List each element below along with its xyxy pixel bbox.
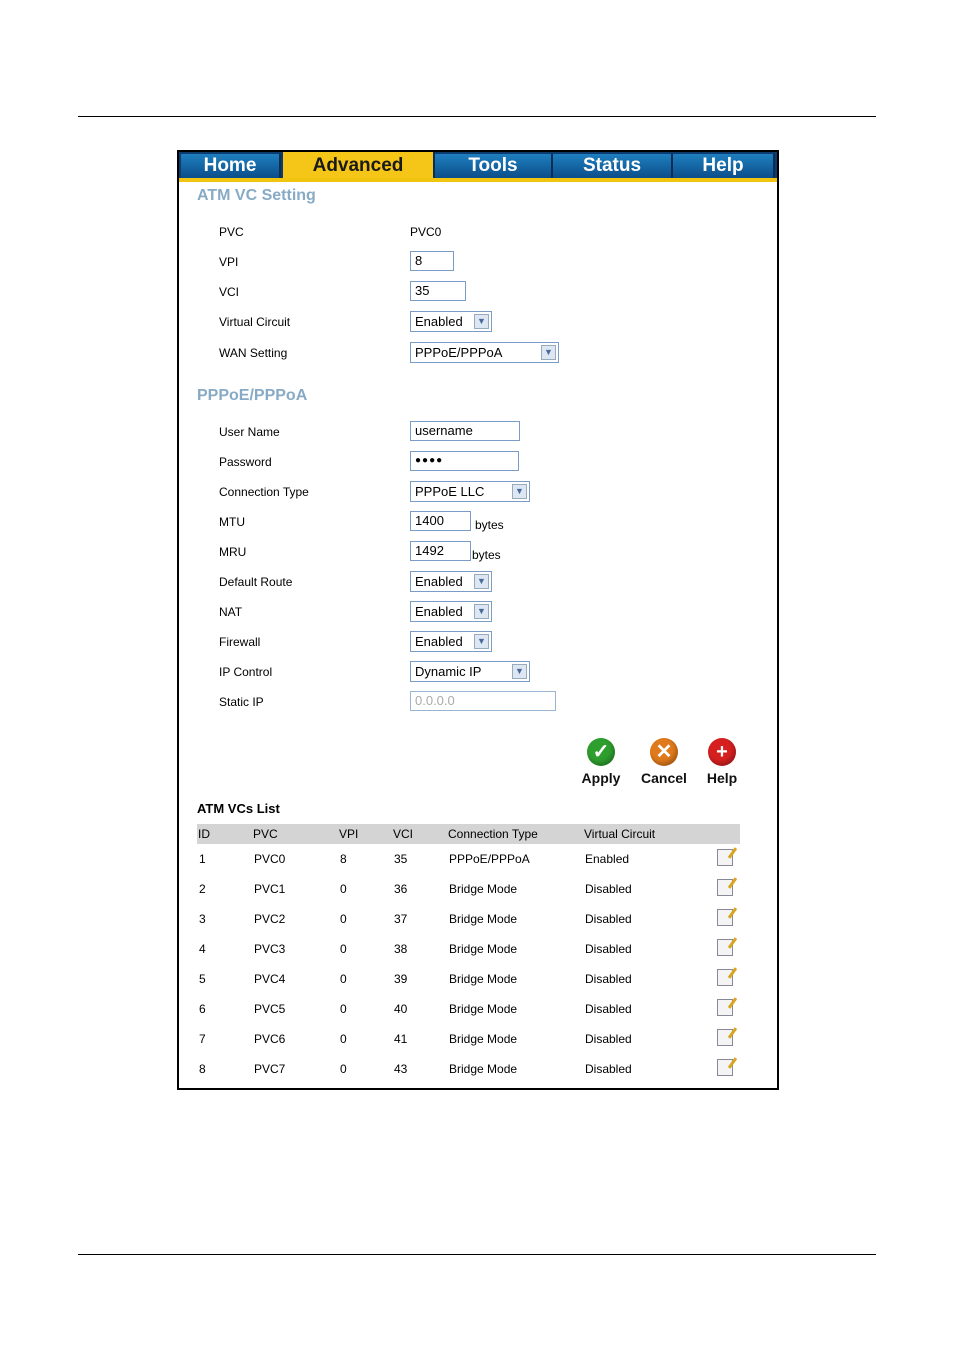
cell-connection-type: Bridge Mode <box>449 942 518 956</box>
table-row <box>197 904 740 934</box>
table-row <box>197 964 740 994</box>
cell-vci: 38 <box>394 942 408 956</box>
cell-vpi: 0 <box>340 1002 347 1016</box>
default-route-label: Default Route <box>219 575 293 589</box>
ip-control-select[interactable] <box>410 661 530 682</box>
table-row <box>197 874 740 904</box>
chevron-down-icon: ▼ <box>474 634 489 649</box>
cell-virtual-circuit: Disabled <box>585 882 632 896</box>
col-vci-header: VCI <box>392 824 447 844</box>
apply-button[interactable] <box>571 738 631 786</box>
cell-virtual-circuit: Disabled <box>585 1002 632 1016</box>
tab-advanced[interactable]: Advanced <box>283 152 435 180</box>
cell-connection-type: Bridge Mode <box>449 882 518 896</box>
atm-section-title: ATM VC Setting <box>197 187 316 204</box>
cell-pvc: PVC4 <box>254 972 286 986</box>
table-row <box>197 1024 740 1054</box>
table-row <box>197 994 740 1024</box>
col-virtual-circuit-header: Virtual Circuit <box>583 824 715 844</box>
vpi-input[interactable]: 8 <box>410 251 454 271</box>
cell-vci: 40 <box>394 1002 408 1016</box>
col-pvc-header: PVC <box>252 824 338 844</box>
cell-virtual-circuit: Enabled <box>585 852 630 866</box>
nat-label: NAT <box>219 605 243 619</box>
mtu-label: MTU <box>219 515 245 529</box>
wan-setting-label: WAN Setting <box>219 346 288 360</box>
mtu-unit: bytes <box>475 518 504 532</box>
virtual-circuit-select[interactable] <box>410 311 492 332</box>
default-route-select[interactable] <box>410 571 492 592</box>
cell-connection-type: Bridge Mode <box>449 912 518 926</box>
cell-id: 6 <box>199 1002 206 1016</box>
cell-vci: 41 <box>394 1032 408 1046</box>
mru-label: MRU <box>219 545 247 559</box>
cell-connection-type: Bridge Mode <box>449 1002 518 1016</box>
cell-id: 8 <box>199 1062 206 1076</box>
edit-icon[interactable] <box>717 939 733 956</box>
vcs-table <box>197 824 740 1084</box>
pppoe-section-title: PPPoE/PPPoA <box>197 387 308 404</box>
firewall-select[interactable] <box>410 631 492 652</box>
cell-id: 2 <box>199 882 206 896</box>
nat-select[interactable] <box>410 601 492 622</box>
static-ip-input[interactable]: 0.0.0.0 <box>410 691 556 711</box>
cell-id: 1 <box>199 852 206 866</box>
chevron-down-icon: ▼ <box>474 604 489 619</box>
edit-icon[interactable] <box>717 1029 733 1046</box>
table-header-row <box>197 824 740 844</box>
password-label: Password <box>219 455 272 469</box>
chevron-down-icon: ▼ <box>512 664 527 679</box>
firewall-label: Firewall <box>219 635 261 649</box>
tab-tools[interactable]: Tools <box>435 154 553 178</box>
cell-id: 5 <box>199 972 206 986</box>
chevron-down-icon: ▼ <box>474 314 489 329</box>
wan-setting-select[interactable] <box>410 342 559 363</box>
virtual-circuit-label: Virtual Circuit <box>219 315 291 329</box>
help-button[interactable] <box>692 738 752 786</box>
cell-id: 7 <box>199 1032 206 1046</box>
pvc-label: PVC <box>219 225 244 239</box>
cell-vpi: 0 <box>340 1062 347 1076</box>
cell-id: 4 <box>199 942 206 956</box>
cell-pvc: PVC5 <box>254 1002 286 1016</box>
mru-unit: bytes <box>472 548 501 562</box>
wan-setting-value: PPPoE/PPPoA <box>415 345 503 360</box>
password-input[interactable]: ●●●● <box>410 451 519 471</box>
connection-type-select[interactable] <box>410 481 530 502</box>
cell-pvc: PVC2 <box>254 912 286 926</box>
edit-icon[interactable] <box>717 909 733 926</box>
table-row <box>197 1054 740 1084</box>
router-config-panel <box>177 150 779 1090</box>
apply-label: Apply <box>581 770 621 786</box>
username-input[interactable]: username <box>410 421 520 441</box>
cell-vci: 39 <box>394 972 408 986</box>
username-label: User Name <box>219 425 280 439</box>
vci-label: VCI <box>219 285 240 299</box>
vci-input[interactable]: 35 <box>410 281 466 301</box>
connection-type-label: Connection Type <box>219 485 309 499</box>
default-route-value: Enabled <box>415 574 463 589</box>
cell-connection-type: Bridge Mode <box>449 1032 518 1046</box>
cancel-label: Cancel <box>641 770 687 786</box>
col-id-header: ID <box>197 824 252 844</box>
tabbar-accent-line <box>179 178 777 182</box>
bottom-divider <box>78 1254 876 1255</box>
cell-vci: 43 <box>394 1062 408 1076</box>
firewall-value: Enabled <box>415 634 463 649</box>
cell-vpi: 0 <box>340 1032 347 1046</box>
help-label: Help <box>706 770 738 786</box>
nav-tabbar <box>179 152 777 182</box>
ip-control-value: Dynamic IP <box>415 664 482 679</box>
chevron-down-icon: ▼ <box>474 574 489 589</box>
cell-vci: 35 <box>394 852 408 866</box>
table-row <box>197 844 740 874</box>
cell-connection-type: Bridge Mode <box>449 1062 518 1076</box>
vcs-list-title: ATM VCs List <box>197 801 280 816</box>
col-edit-header <box>715 824 740 844</box>
nat-value: Enabled <box>415 604 463 619</box>
tab-status[interactable]: Status <box>553 154 673 178</box>
cell-connection-type: Bridge Mode <box>449 972 518 986</box>
edit-icon[interactable] <box>717 969 733 986</box>
col-connection-type-header: Connection Type <box>447 824 583 844</box>
cell-pvc: PVC3 <box>254 942 286 956</box>
cell-vpi: 0 <box>340 972 347 986</box>
cell-id: 3 <box>199 912 206 926</box>
cancel-button[interactable] <box>634 738 694 786</box>
mtu-input[interactable]: 1400 <box>410 511 471 531</box>
cell-pvc: PVC7 <box>254 1062 286 1076</box>
cell-vpi: 0 <box>340 882 347 896</box>
cell-virtual-circuit: Disabled <box>585 942 632 956</box>
chevron-down-icon: ▼ <box>541 345 556 360</box>
col-vpi-header: VPI <box>338 824 392 844</box>
checkmark-icon: ✓ <box>587 738 615 766</box>
cell-virtual-circuit: Disabled <box>585 912 632 926</box>
edit-icon[interactable] <box>717 999 733 1016</box>
tab-home[interactable]: Home <box>181 154 281 178</box>
table-row <box>197 934 740 964</box>
ip-control-label: IP Control <box>219 665 273 679</box>
edit-icon[interactable] <box>717 1059 733 1076</box>
cell-vci: 37 <box>394 912 408 926</box>
cell-pvc: PVC6 <box>254 1032 286 1046</box>
cell-pvc: PVC1 <box>254 882 286 896</box>
cell-virtual-circuit: Disabled <box>585 1032 632 1046</box>
cell-virtual-circuit: Disabled <box>585 1062 632 1076</box>
cell-vci: 36 <box>394 882 408 896</box>
static-ip-label: Static IP <box>219 695 264 709</box>
cell-vpi: 8 <box>340 852 347 866</box>
vpi-label: VPI <box>219 255 239 269</box>
edit-icon[interactable] <box>717 849 733 866</box>
cell-vpi: 0 <box>340 912 347 926</box>
cell-virtual-circuit: Disabled <box>585 972 632 986</box>
pvc-value: PVC0 <box>410 225 442 239</box>
virtual-circuit-value: Enabled <box>415 314 463 329</box>
top-divider <box>78 116 876 117</box>
help-plus-icon: + <box>708 738 736 766</box>
chevron-down-icon: ▼ <box>512 484 527 499</box>
cell-connection-type: PPPoE/PPPoA <box>449 852 530 866</box>
tab-help[interactable]: Help <box>673 154 775 178</box>
cancel-x-icon: ✕ <box>650 738 678 766</box>
edit-icon[interactable] <box>717 879 733 896</box>
mru-input[interactable]: 1492 <box>410 541 471 561</box>
cell-vpi: 0 <box>340 942 347 956</box>
cell-pvc: PVC0 <box>254 852 286 866</box>
connection-type-value: PPPoE LLC <box>415 484 485 499</box>
